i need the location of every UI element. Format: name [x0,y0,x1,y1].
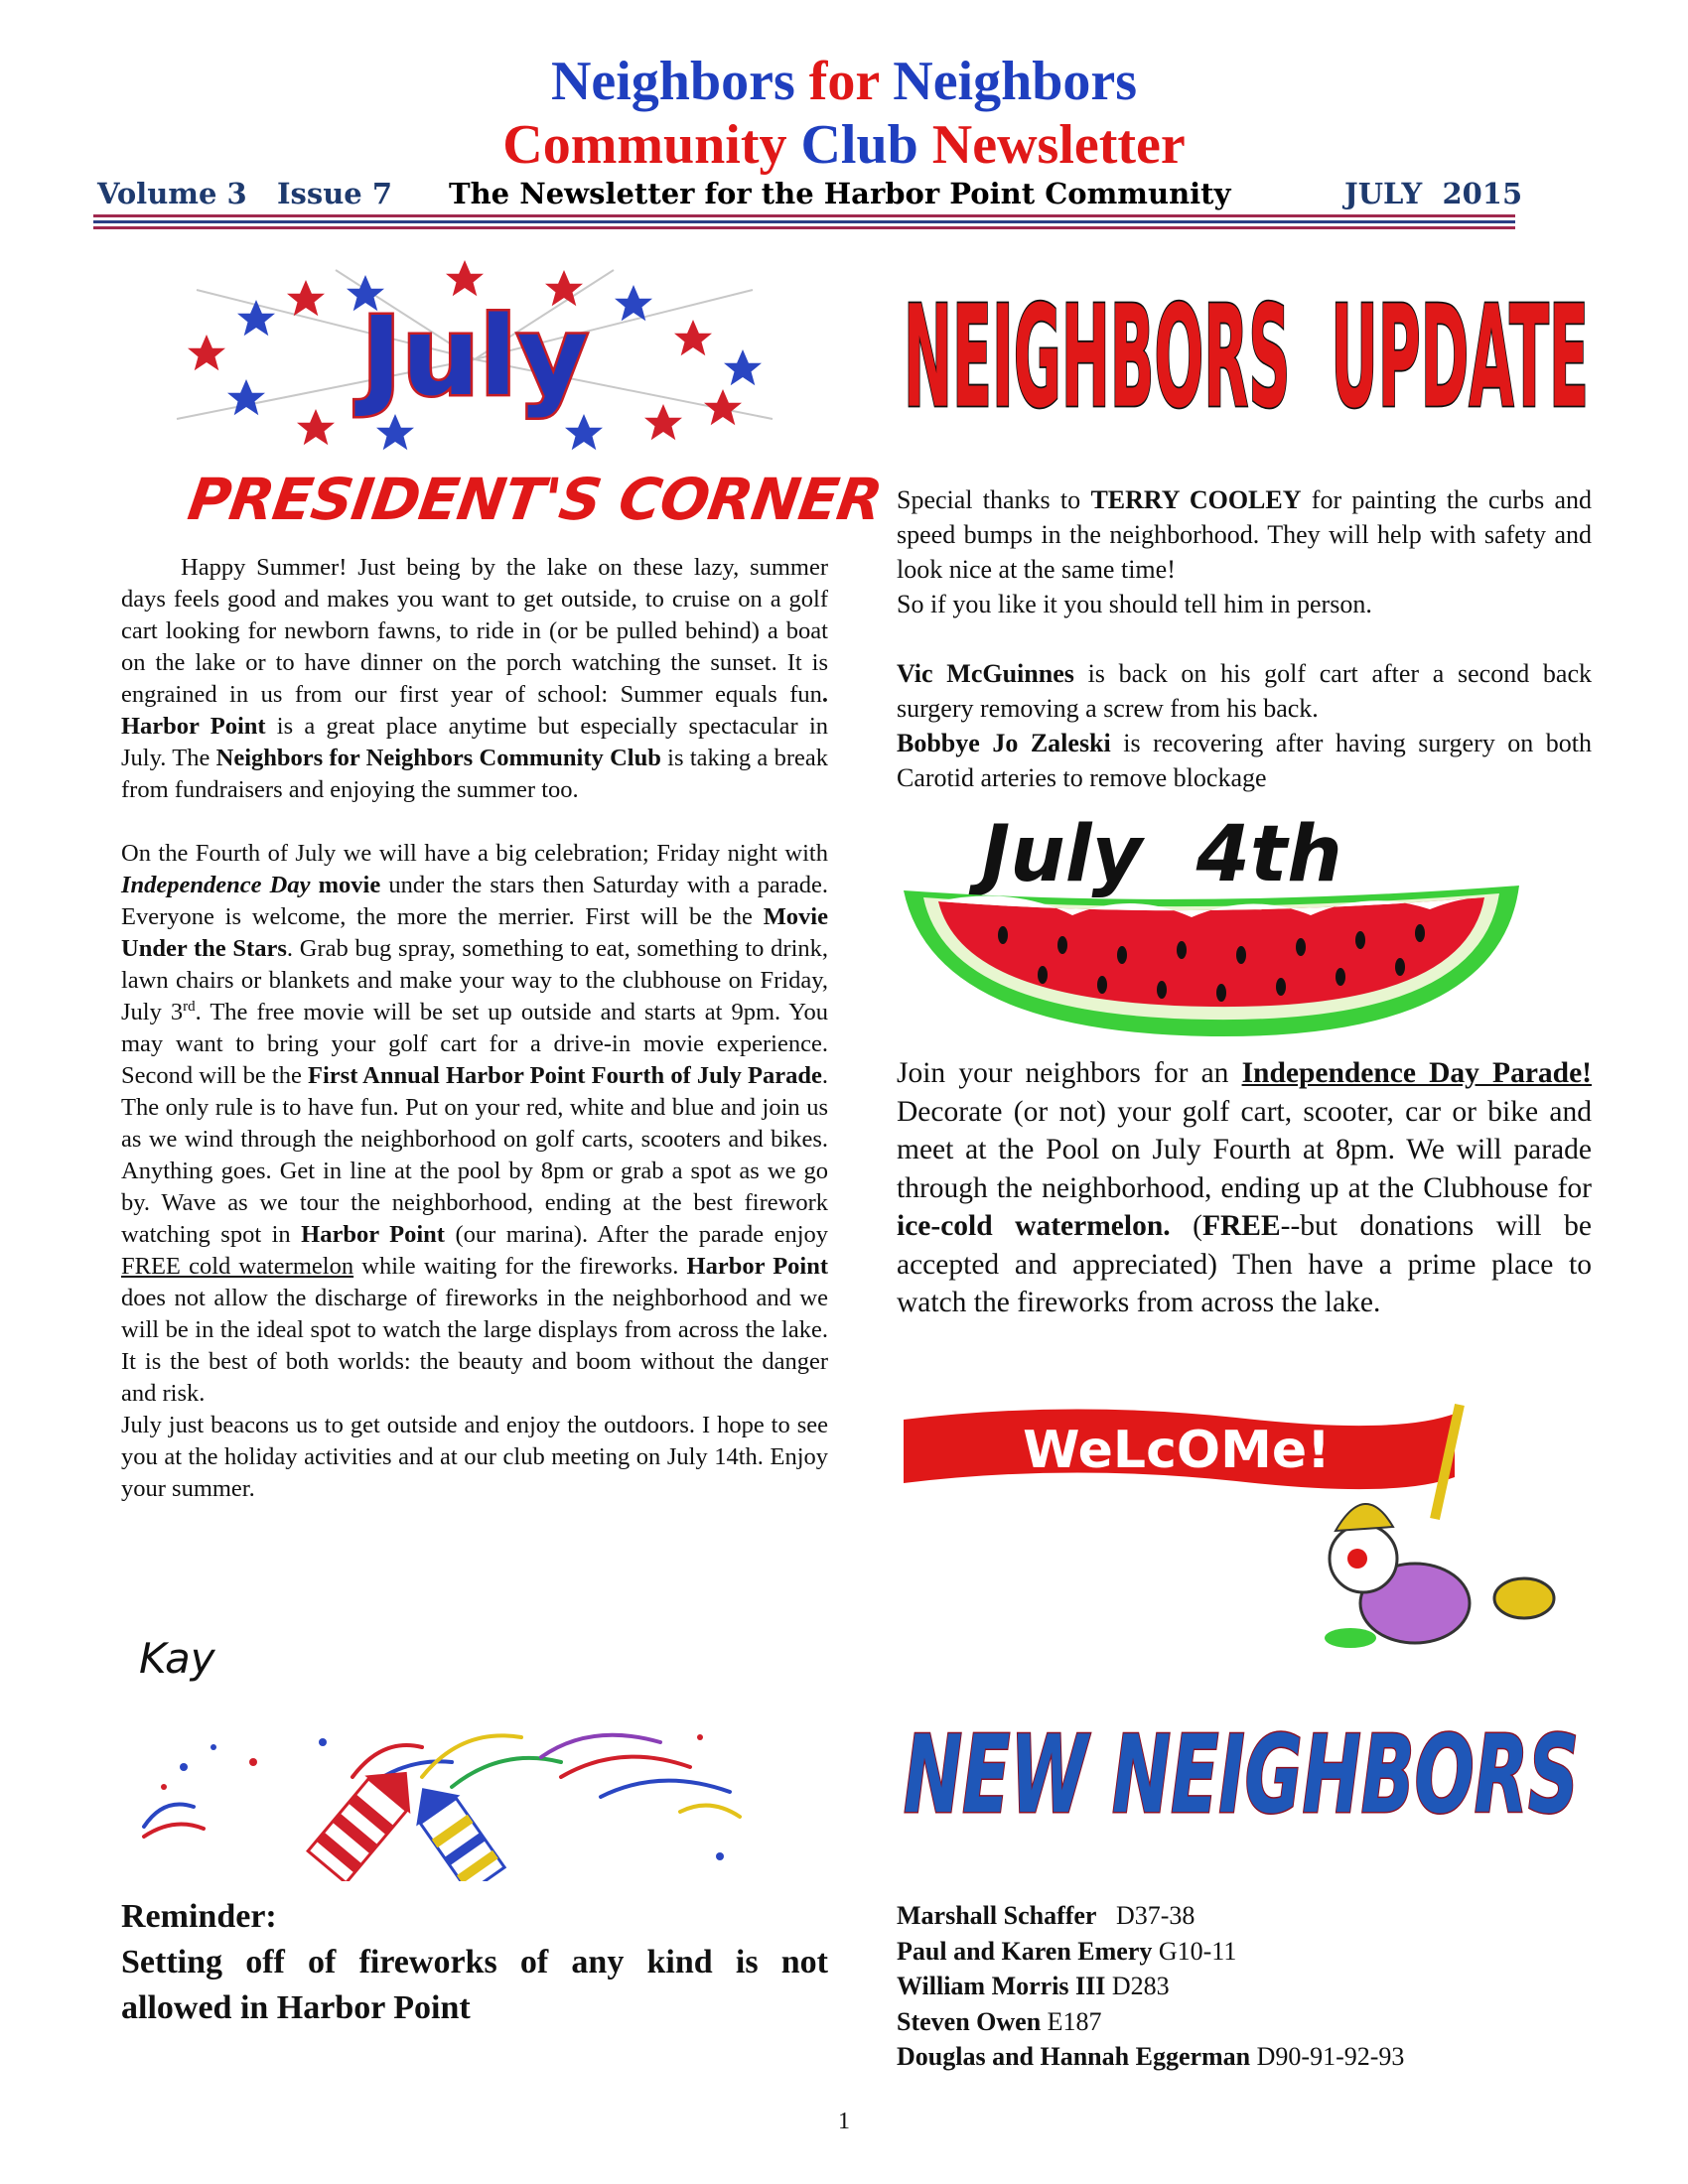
masthead-word: Newsletter [931,114,1186,176]
masthead-title [0,52,1688,111]
new-neighbors-heading: NEW NEIGHBORS [904,1713,1579,1838]
parade-announcement: Join your neighbors for an Independence Day Parade! Decorate (or not) your golf cart, scooter, car or bike and meet at the Pool on July Fourth at 8pm. We will parade through the neighborhood, ending up at the Clubhouse for ice-cold watermelon. (FREE--but donations will be accepted and appreciated) Then have a prime place to watch the fireworks from across the lake. [897,1057,1592,1318]
update-paragraph-3: Bobbye Jo Zaleski is recovering after having surgery on both Carotid arteries to remove blockage [897,729,1592,792]
fireworks-clipart [124,1717,760,1881]
letter-paragraph-3: July just beacons us to get outside and enjoy the outdoors. I hope to see you at the holiday activities and at our club meeting on July 14th. Enjoy your summer. [121,1412,828,1502]
july-stars-banner [137,260,812,459]
neighbors-update-text [897,482,1592,795]
president-letter [121,552,828,1505]
letter-paragraph-2: On the Fourth of July we will have a big celebration; Friday night with Independence Day movie under the stars then Saturday with a parade. Everyone is welcome, the more the merrier. First will be the Movie Under the Stars. Grab bug spray, something to eat, something to drink, lawn chairs or blankets and make your way to the clubhouse on Friday, July 3rd. The free movie will be set up outside and starts at 9pm. You may want to bring your golf cart for a drive-in movie experience. Second will be the First Annual Harbor Point Fourth of July Parade. The only rule is to have fun. Put on your red, white and blue and join us as we wind through the neighborhood on golf carts, scooters and bikes. Anything goes. Get in line at the pool by 8pm or grab a spot as we go by. Wave as we tour the neighborhood, ending at the best firework watching spot in Harbor Point (our marina). After the parade enjoy FREE cold watermelon while waiting for the fireworks. Harbor Point does not allow the discharge of fireworks in the neighborhood and we will be in the ideal spot to watch the large displays from across the lake. It is the best of both worlds: the beauty and boom without the danger and risk. [121,840,829,1407]
reminder-text: Setting off of fireworks of any kind is not allowed in Harbor Point [121,1944,828,2026]
tagline: The Newsletter for the Harbor Point Community [449,177,1231,210]
update-paragraph-1b: So if you like it you should tell him in person. [897,590,1372,618]
welcome-banner-text: WeLcOMe! [1023,1421,1331,1480]
update-paragraph-2: Vic McGuinnes is back on his golf cart after a second back surgery removing a screw from his back. [897,659,1593,723]
july-4th-title: July 4th [981,810,1342,899]
reminder-box [121,1894,828,2031]
masthead-word: Club [800,114,918,176]
volume-issue: Volume 3 Issue 7 [97,177,393,210]
july-banner-text: July [360,293,589,420]
welcome-clown-clipart [899,1400,1584,1648]
masthead-word: Neighbors [550,51,795,112]
new-neighbors-banner [894,1683,1589,1861]
neighbors-update-banner [894,253,1599,452]
update-banner-text: NEIGHBORS UPDATE [904,275,1589,440]
list-item: William Morris III D283 [897,1972,1170,2000]
masthead-subtitle [0,115,1688,175]
update-paragraph-1: Special thanks to TERRY COOLEY for painting the curbs and speed bumps in the neighborhood. They will help with safety and look nice at the same time! [897,485,1592,584]
issue-date: JULY 2015 [1344,177,1523,210]
page-number: 1 [838,2109,850,2134]
list-item: Marshall Schaffer D37-38 [897,1901,1196,1930]
july-4th-watermelon [894,806,1529,1044]
signature: Kay [139,1634,215,1683]
list-item: Paul and Karen Emery G10-11 [897,1936,1237,1966]
masthead-word: Neighbors [893,51,1138,112]
reminder-title: Reminder: [121,1898,277,1935]
masthead-rules [93,214,1515,232]
letter-paragraph-1: Happy Summer! Just being by the lake on these lazy, summer days feels good and makes you want to get outside, to cruise on a golf cart looking for newborn fawns, to ride in (or be pulled behind) a boat on the lake or to have dinner on the porch watching the sunset. It is engrained in us from our first year of school: Summer equals fun. Harbor Point is a great place anytime but especially spectacular in July. The Neighbors for Neighbors Community Club is taking a break from fundraisers and enjoying the summer too. [121,554,828,803]
masthead-word: Community [502,114,787,176]
masthead-word: for [808,51,880,112]
list-item: Douglas and Hannah Eggerman D90-91-92-93 [897,2042,1405,2071]
list-item: Steven Owen E187 [897,2006,1102,2036]
presidents-corner-heading: PRESIDENT'S CORNER [184,466,886,533]
new-neighbors-list [897,1898,1592,2075]
